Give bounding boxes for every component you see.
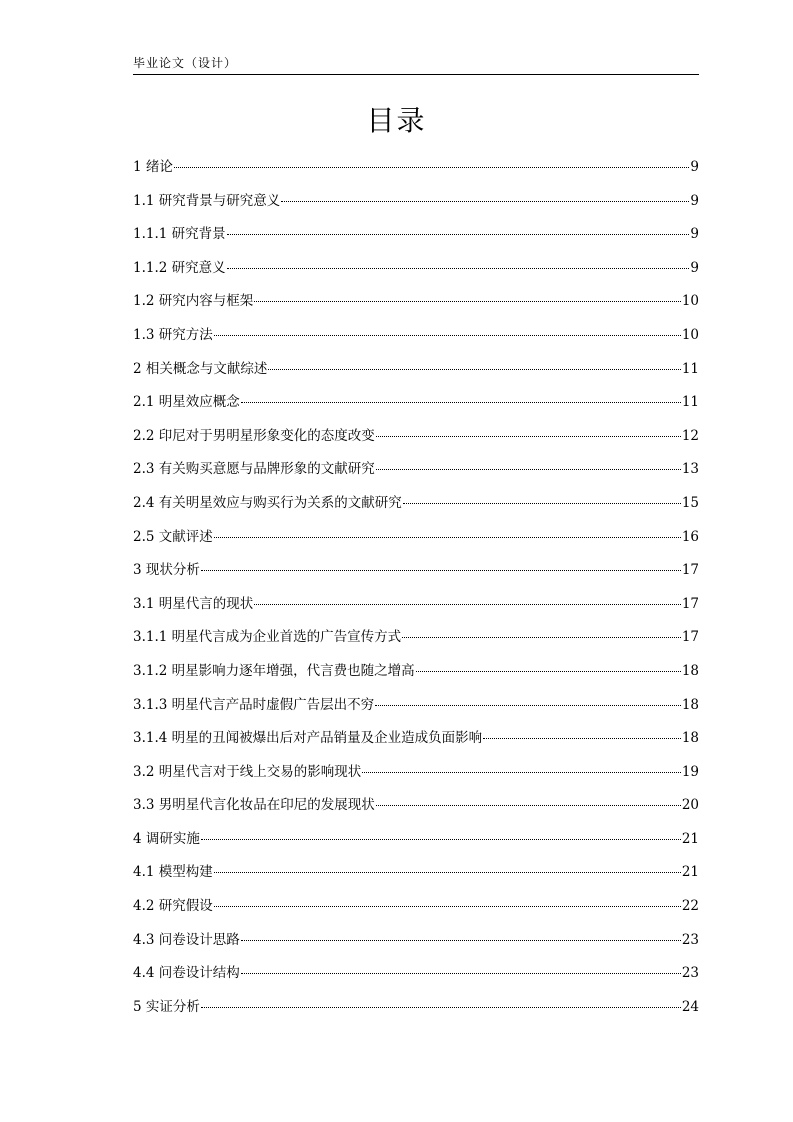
toc-dot-leader xyxy=(376,805,681,806)
toc-entry-page-number: 21 xyxy=(681,830,699,847)
toc-entry[interactable] xyxy=(133,157,699,191)
toc-dot-leader xyxy=(254,604,681,605)
toc-dot-leader xyxy=(214,872,681,873)
toc-entry[interactable] xyxy=(133,963,699,997)
toc-dot-leader xyxy=(376,436,681,437)
toc-entry-page-number: 22 xyxy=(681,898,699,915)
toc-entry-title: 3.1.4 明星的丑闻被爆出后对产品销量及企业造成负面影响 xyxy=(133,730,483,747)
toc-dot-leader xyxy=(241,973,681,974)
toc-entry[interactable] xyxy=(133,762,699,796)
toc-entry-title: 4.2 研究假设 xyxy=(133,898,213,915)
toc-entry-title: 3.1.3 明星代言产品时虚假广告层出不穷 xyxy=(133,696,375,713)
toc-entry-title: 5 实证分析 xyxy=(133,998,200,1015)
toc-dot-leader xyxy=(201,839,681,840)
toc-entry-title: 3.1 明星代言的现状 xyxy=(133,595,254,612)
toc-entry[interactable] xyxy=(133,426,699,460)
toc-dot-leader xyxy=(241,402,681,403)
toc-dot-leader xyxy=(201,1007,681,1008)
toc-entry-page-number: 17 xyxy=(681,595,699,612)
toc-entry[interactable] xyxy=(133,997,699,1031)
toc-entry[interactable] xyxy=(133,291,699,325)
page-title: 目录 xyxy=(366,104,427,137)
toc-entry[interactable] xyxy=(133,258,699,292)
toc-entry-page-number: 9 xyxy=(690,192,699,209)
toc-entry[interactable] xyxy=(133,560,699,594)
toc-entry-page-number: 24 xyxy=(681,998,699,1015)
toc-entry-title: 4 调研实施 xyxy=(133,830,200,847)
toc-entry-page-number: 18 xyxy=(681,730,699,747)
toc-entry[interactable] xyxy=(133,392,699,426)
toc-entry[interactable] xyxy=(133,829,699,863)
toc-dot-leader xyxy=(376,469,681,470)
toc-entry-title: 3.1.1 明星代言成为企业首选的广告宣传方式 xyxy=(133,629,402,646)
toc-dot-leader xyxy=(268,369,680,370)
toc-entry-page-number: 17 xyxy=(681,562,699,579)
toc-entry-page-number: 20 xyxy=(681,797,699,814)
toc-dot-leader xyxy=(483,738,681,739)
toc-entry-title: 2.5 文献评述 xyxy=(133,528,213,545)
toc-entry[interactable] xyxy=(133,862,699,896)
toc-entry[interactable] xyxy=(133,493,699,527)
toc-entry-title: 2.1 明星效应概念 xyxy=(133,394,240,411)
toc-entry[interactable] xyxy=(133,224,699,258)
toc-entry-page-number: 10 xyxy=(681,293,699,310)
toc-dot-leader xyxy=(214,537,681,538)
toc-entry[interactable] xyxy=(133,695,699,729)
toc-entry[interactable] xyxy=(133,191,699,225)
toc-dot-leader xyxy=(227,268,690,269)
toc-entry-page-number: 21 xyxy=(681,864,699,881)
toc-entry[interactable] xyxy=(133,459,699,493)
toc-dot-leader xyxy=(403,503,681,504)
toc-dot-leader xyxy=(281,201,689,202)
toc-entry[interactable] xyxy=(133,527,699,561)
toc-entry[interactable] xyxy=(133,661,699,695)
toc-entry-page-number: 13 xyxy=(681,461,699,478)
toc-entry-title: 1.1.2 研究意义 xyxy=(133,259,226,276)
toc-dot-leader xyxy=(254,301,681,302)
toc-dot-leader xyxy=(214,906,681,907)
toc-entry[interactable] xyxy=(133,728,699,762)
toc-entry-page-number: 11 xyxy=(681,360,699,377)
toc-entry[interactable] xyxy=(133,627,699,661)
toc-entry-title: 2.3 有关购买意愿与品牌形象的文献研究 xyxy=(133,461,375,478)
toc-entry-page-number: 23 xyxy=(681,931,699,948)
toc-entry-page-number: 16 xyxy=(681,528,699,545)
toc-entry[interactable] xyxy=(133,325,699,359)
toc-dot-leader xyxy=(227,234,690,235)
toc-dot-leader xyxy=(416,671,681,672)
toc-entry-page-number: 15 xyxy=(681,494,699,511)
toc-entry-page-number: 9 xyxy=(690,226,699,243)
toc-dot-leader xyxy=(402,637,681,638)
toc-entry-page-number: 10 xyxy=(681,326,699,343)
toc-entry-page-number: 9 xyxy=(690,159,699,175)
table-of-contents xyxy=(133,157,699,1030)
toc-dot-leader xyxy=(174,167,690,168)
toc-entry-title: 1 绪论 xyxy=(133,159,173,175)
toc-entry-page-number: 12 xyxy=(681,427,699,444)
toc-entry-page-number: 23 xyxy=(681,965,699,982)
toc-entry-page-number: 18 xyxy=(681,696,699,713)
toc-entry-title: 4.1 模型构建 xyxy=(133,864,213,881)
toc-entry[interactable] xyxy=(133,795,699,829)
toc-entry-title: 2 相关概念与文献综述 xyxy=(133,360,268,377)
toc-entry-title: 3 现状分析 xyxy=(133,562,200,579)
toc-dot-leader xyxy=(362,772,681,773)
toc-entry[interactable] xyxy=(133,930,699,964)
toc-entry-title: 3.3 男明星代言化妆品在印尼的发展现状 xyxy=(133,797,375,814)
header-text: 毕业论文（设计） xyxy=(133,56,238,70)
toc-entry-page-number: 18 xyxy=(681,662,699,679)
toc-entry-title: 1.2 研究内容与框架 xyxy=(133,293,254,310)
toc-entry-title: 2.2 印尼对于男明星形象变化的态度改变 xyxy=(133,427,375,444)
toc-entry-title: 3.2 明星代言对于线上交易的影响现状 xyxy=(133,763,362,780)
toc-entry[interactable] xyxy=(133,594,699,628)
toc-entry-title: 1.1.1 研究背景 xyxy=(133,226,226,243)
toc-entry-title: 4.4 问卷设计结构 xyxy=(133,965,240,982)
page-header xyxy=(133,56,699,75)
toc-dot-leader xyxy=(214,335,681,336)
toc-entry-title: 2.4 有关明星效应与购买行为关系的文献研究 xyxy=(133,494,402,511)
toc-entry-page-number: 11 xyxy=(681,394,699,411)
toc-entry-title: 4.3 问卷设计思路 xyxy=(133,931,240,948)
toc-dot-leader xyxy=(201,570,681,571)
toc-entry-title: 1.1 研究背景与研究意义 xyxy=(133,192,281,209)
toc-entry-page-number: 9 xyxy=(690,259,699,276)
toc-entry-title: 1.3 研究方法 xyxy=(133,326,213,343)
toc-dot-leader xyxy=(375,705,681,706)
toc-entry-title: 3.1.2 明星影响力逐年增强，代言费也随之增高 xyxy=(133,662,415,679)
toc-entry[interactable] xyxy=(133,896,699,930)
toc-entry[interactable] xyxy=(133,359,699,393)
toc-dot-leader xyxy=(241,940,681,941)
toc-entry-page-number: 17 xyxy=(681,629,699,646)
toc-entry-page-number: 19 xyxy=(681,763,699,780)
